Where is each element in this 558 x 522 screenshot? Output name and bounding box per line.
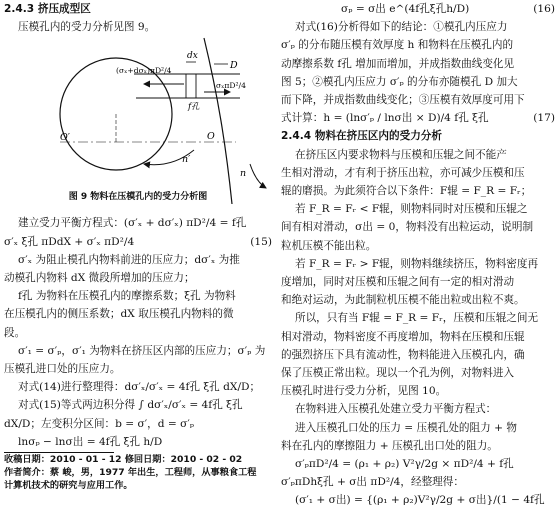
footnote-author-cont: 计算机技术的研究与应用工作。 <box>4 480 133 492</box>
body-line: σ′ₓ 为阻止模孔内物料前进的压应力；dσ′ₓ 为推 <box>18 253 240 266</box>
body-line: 建立受力平衡方程式：(σ′ₓ + dσ′ₓ) πD²/4 = f孔 <box>18 217 247 230</box>
label-f-hole: f孔 <box>188 102 200 113</box>
body-line: σ′ₚπD²/4 = (ρ₁ + ρ₂) V²γ/2g × πD²/4 + f孔 <box>295 458 514 471</box>
equation-15-text: σ′ₓ ξ孔 πDdX + σ′ₓ πD²/4 <box>4 235 135 248</box>
equation-16-text: σₚ = σ出 e^(4f孔ξ孔h/D) <box>341 3 470 15</box>
label-D: D <box>230 60 238 72</box>
body-line: 对式(16)分析得如下的结论：①模孔内压应力 <box>295 21 508 34</box>
equation-15 <box>4 233 272 251</box>
body-line: 压模孔时进行受力分析，见图 10。 <box>281 385 447 398</box>
body-line: 压模孔进口处的压应力。 <box>4 363 121 376</box>
body-line: 保了压模正常出粒。现以一个孔为例，对物料进入 <box>281 367 515 380</box>
label-dx: dx <box>187 51 198 62</box>
body-line: 在挤压区内要求物料与压模和压辊之间不能产 <box>295 148 507 161</box>
equation-17-text: 式计算：h = (lnσ′ₚ / lnσ出 × D)/4 f孔 ξ孔 <box>281 112 489 125</box>
section-heading-2-4-4: 2.4.4 物料在挤压区内的受力分析 <box>281 130 442 143</box>
footnote-author: 作者简介：蔡 峻，男，1977 年出生，工程师，从事粮食工程 <box>4 467 257 479</box>
body-line: 在物料进入压模孔处建立受力平衡方程式： <box>295 403 497 416</box>
body-line: 相对滑动，物料密度不再度增加，物料在压模和压辊 <box>281 330 525 343</box>
footnote-received: 收稿日期：2010 - 01 - 12 修回日期：2010 - 02 - 02 <box>4 454 243 466</box>
body-line: 生相对滑动，才有利于挤压出粒，亦可减少压模和压 <box>281 166 525 179</box>
force-diagram <box>4 36 272 204</box>
right-column <box>281 0 555 510</box>
body-line: 所以，只有当 F辊 = F_R = Fᵣ，压模和压辊之间无 <box>295 312 539 325</box>
body-line: 若 F_R = Fᵣ < F辊，则物料同时对压模和压辊之 <box>295 203 528 216</box>
body-line: lnσₚ − lnσ出 = 4f孔 ξ孔 h/D <box>18 435 163 448</box>
body-line: σ′ₚπDhξ孔 + σ出 πD²/4，经整理得： <box>281 476 464 489</box>
body-line: 粒机压模不能出粒。 <box>281 239 377 252</box>
body-line: 度增加，同时对压模和压辊之间有一定的相对滑动 <box>281 276 515 289</box>
body-line: 在压模孔内的侧压系数；dX 取压模孔内物料的微 <box>4 308 234 321</box>
body-line: 和绝对运动，为此制粒机压模不能出粒或出粒不爽。 <box>281 294 525 307</box>
label-n: n <box>240 168 247 180</box>
figure-9 <box>4 36 272 204</box>
body-line: (σ′₁ + σ出) = {(ρ₁ + ρ₂)V²γ/2g + σ出}/(1 − 4f孔 <box>295 494 545 507</box>
equation-16-number: (16) <box>533 3 555 15</box>
roller-arc <box>204 38 232 204</box>
body-line: 而下降，并成指数曲线变化；③压模有效厚度可用下 <box>281 94 525 107</box>
body-line: 段。 <box>4 326 26 339</box>
body-line: σ′ₚ 的分布随压模有效厚度 h 和物料在压模孔内的 <box>281 39 514 52</box>
body-line: 辊的磨损。为此须符合以下条件：F辊 = F_R = Fᵣ； <box>281 185 532 198</box>
figure-caption: 图 9 物料在压模孔内的受力分析图 <box>68 192 208 203</box>
body-line: 的强烈挤压下具有流动性，物料能进入压模孔内，确 <box>281 348 525 361</box>
equation-17 <box>281 109 555 127</box>
body-line: 动摩擦系数 f孔 增加而增加，并成指数曲线变化见 <box>281 57 515 70</box>
equation-16 <box>281 0 555 18</box>
equation-15-number: (15) <box>250 235 272 248</box>
body-line: f孔 为物料在压模孔内的摩擦系数；ξ孔 为物料 <box>18 290 236 303</box>
label-force-top: (σₓ+dσₓ)πD²/4 <box>116 66 172 76</box>
body-line: 间有相对滑动，σ出 = 0，物料没有出粒运动，说明制 <box>281 221 534 234</box>
figure-intro: 压模孔内的受力分析见图 9。 <box>18 21 156 34</box>
body-line: 图 5；②模孔内压应力 σ′ₚ 的分布亦随模孔 D 加大 <box>281 75 518 88</box>
equation-17-number: (17) <box>533 112 555 125</box>
body-line: 对式(14)进行整理得：dσ′ₓ/σ′ₓ = 4f孔 ξ孔 dX/D； <box>18 381 261 394</box>
body-line: 对式(15)等式两边积分得 ∫ dσ′ₓ/σ′ₓ = 4f孔 ξ孔 <box>18 399 243 412</box>
body-line: 进入压模孔口处的压力 = 压模孔处的阻力 + 物 <box>295 421 517 434</box>
left-column <box>4 0 272 493</box>
label-O: O <box>207 131 215 143</box>
body-line: 料在孔内的摩擦阻力 + 压模孔出口处的阻力。 <box>281 439 498 452</box>
body-line: dX/D；左变积分区间：b = σ′，d = σ′ₚ <box>4 417 195 430</box>
label-n-prime: n′ <box>182 154 191 166</box>
body-line: σ′₁ = σ′ₚ，σ′₁ 为物料在挤压区内部的压应力；σ′ₚ 为 <box>18 344 266 357</box>
body-line: 若 F_R = Fᵣ > F辊，则物料继续挤压，物料密度再 <box>295 257 539 270</box>
section-heading-2-4-3: 2.4.3 挤压成型区 <box>4 3 91 15</box>
label-force-right: σₓπD²/4 <box>216 81 246 91</box>
body-line: 动模孔内物料 dX 微段所增加的压应力； <box>4 272 195 285</box>
rotation-arrow-roller <box>250 164 266 188</box>
label-O-prime: O′ <box>60 132 70 144</box>
